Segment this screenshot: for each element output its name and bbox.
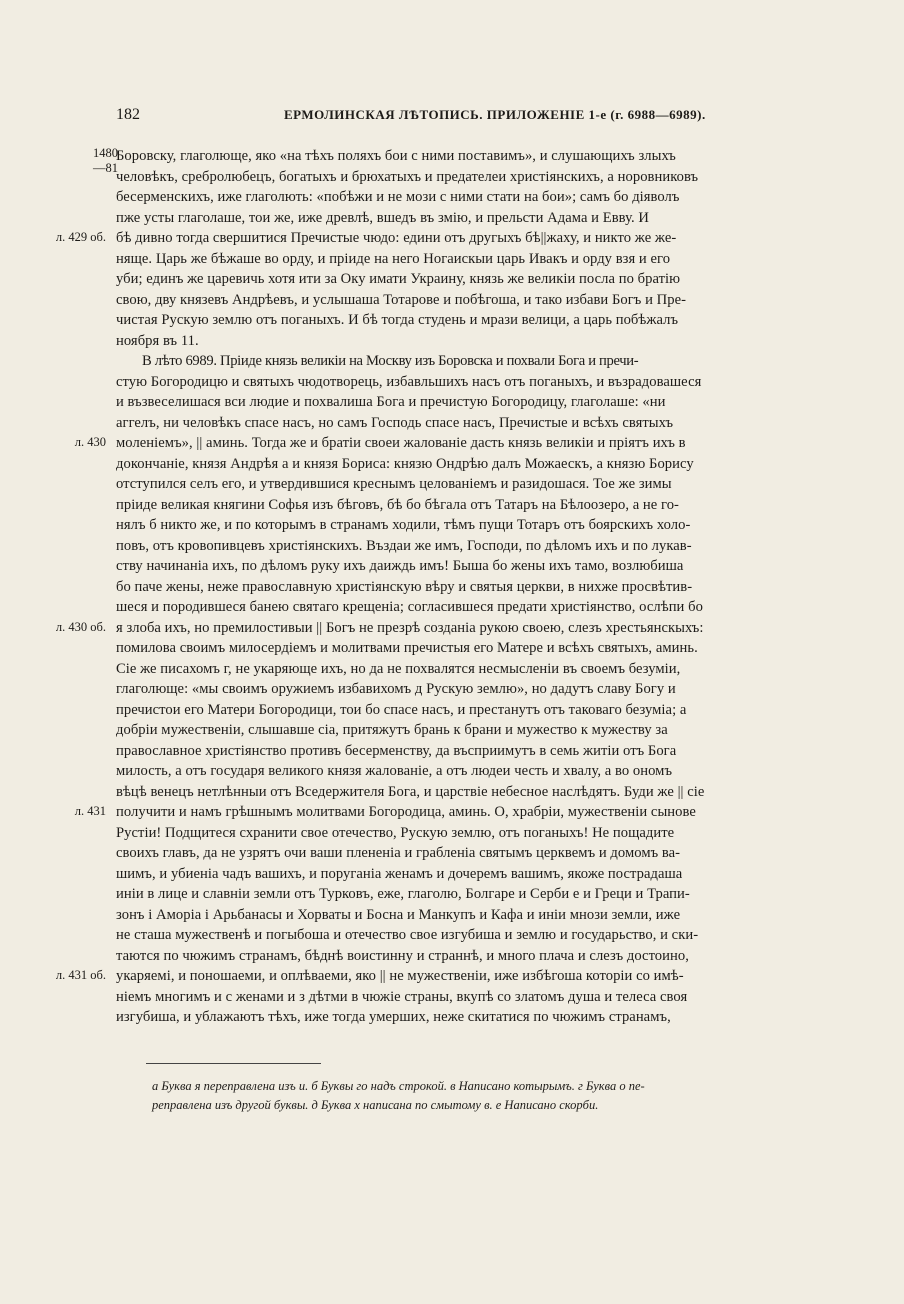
body-line: аггелъ, ни человѣкъ спасе насъ, но самъ Господь спасе насъ, Пречистые и всѣхъ святыхъ [116, 414, 674, 431]
body-line: пже усты глаголаше, тои же, иже древлѣ, вшедъ въ змію, и прельсти Адама и Евву. И [116, 209, 649, 226]
body-line: вѣцѣ венецъ нетлѣнныи отъ Вседержителя Бога, и царствіе небесное наслѣдятъ. Буди же || сіе [116, 783, 705, 800]
page-number: 182 [116, 106, 140, 123]
body-line: пречистои его Матери Богородици, тои бо спасе насъ, и престанутъ отъ таковаго безуміа; а [116, 701, 687, 718]
body-line: пріиде великая княгини Софья изъ бѣговъ, бѣ бо бѣгала отъ Татаръ на Бѣлоозеро, а не го- [116, 496, 679, 513]
body-line: уби; единъ же царевичь хотя ити за Оку имати Украину, князь же великіи посла по братію [116, 271, 681, 287]
body-line: моленіемъ», || аминь. Тогда же и братіи своеи жалованіе дасть князь великіи и пріятъ ихъ в [116, 435, 686, 451]
body-line: бесерменскихъ, иже глаголють: «побѣжи и не мози с ними стати на бои»; самъ бо діяволъ [116, 189, 680, 205]
body-line: бѣ дивно тогда свершитися Пречистые чюдо: едини отъ другыхъ бѣ||жаху, и никто же же- [116, 230, 677, 246]
body-line: зонъ і Аморіа і Арьбанасы и Хорваты и Босна и Манкупъ и Кафа и иніи мнози земли, иже [116, 906, 681, 923]
body-line: Рустіи! Подщитеся схранити свое отечество, Рускую землю, отъ поганыхъ! Не пощадите [116, 824, 675, 841]
year-margin-line-2: —81 [93, 161, 118, 175]
body-line: глаголюще: «мы своимъ оружиемъ избавихомъ д Рускую землю», но дадутъ славу Богу и [116, 681, 676, 697]
body-line: повъ, отъ кровопивцевъ христіянскихъ. Въздаи же имъ, Господи, по дѣломъ ихъ и по лукав- [116, 537, 692, 554]
year-margin-line-1: 1480 [93, 146, 118, 160]
footnote-line-2: реправлена изъ другой буквы. д Буква х написана по смытому в. е Написано скорби. [152, 1098, 599, 1112]
body-line: получити и намъ грѣшнымъ молитвами Богородица, аминь. О, храбріи, мужественіи сынове [116, 804, 696, 820]
body-line: бо паче жены, неже православную христіянскую вѣру и святыя церкви, в нихже просвѣтив- [116, 578, 693, 595]
body-line: своихъ главъ, да не узрятъ очи ваши плененіа и грабленіа святымъ церквемъ и домомъ ва- [116, 845, 681, 861]
body-line: нялъ б никто же, и по которымъ в странамъ ходили, тѣмъ пущи Тотаръ отъ боярскихъ холо- [116, 517, 691, 533]
body-line: человѣкъ, сребролюбецъ, богатыхъ и брюхатыхъ и предателеи христіянскихъ, а норовниковъ [116, 168, 699, 185]
body-line: не сташа мужественѣ и погыбоша и отечество свое изгубиша и землю и государьство, и ски- [116, 927, 699, 943]
body-line: православное христіянство противъ бесерменству, да въсприимутъ в семь житіи отъ Бога [116, 742, 677, 759]
body-line: таются по чюжимъ странамъ, бѣднѣ воистинну и страннѣ, и много плача и слезъ достоино, [116, 947, 689, 964]
body-line: Боровску, глаголюще, яко «на тѣхъ поляхъ бои с ними поставимъ», и слушающихъ злыхъ [116, 148, 676, 164]
folio-note: л. 430 об. [55, 619, 106, 634]
body-line: ноября въ 11. [116, 332, 199, 349]
folio-note: л. 430 [74, 435, 106, 449]
body-line: докончаніе, князя Андрѣя а и князя Бориса: князю Ондрѣю далъ Можаескъ, а князю Борису [116, 455, 694, 472]
footnote-rule [146, 1063, 321, 1064]
folio-margin-notes [0, 0, 116, 1304]
page-header [116, 106, 832, 132]
body-line: стую Богородицю и святыхъ чюдотворець, избавльшихъ насъ отъ поганыхъ, и възрадовашеся [116, 373, 702, 390]
body-line: помилова своимъ милосердіемъ и молитвами пречистыя его Матере и всѣхъ святыхъ, аминь. [116, 640, 698, 656]
body-line: шеся и породившеся банею святаго крещеніа; согласившеся предати христіянство, ослѣпи бо [116, 599, 703, 615]
body-line: добріи мужественіи, слышавше сіа, притяжутъ брань к брани и мужество к мужеству за [116, 722, 668, 738]
body-line: укаряемі, и поношаеми, и оплѣваеми, яко || не мужественіи, иже избѣгоша которіи со имѣ- [116, 968, 684, 984]
folio-note: л. 431 об. [55, 968, 106, 982]
body-line: изгубиша, и ублажаютъ тѣхъ, иже тогда умерших, неже скитатися по чюжимъ странамъ, [116, 1009, 671, 1025]
folio-note: л. 429 об. [55, 230, 106, 244]
body-line: шимъ, и убиеніа чадъ вашихъ, и поруганіа женамъ и дочеремъ вашимъ, якоже пострадаша [116, 865, 683, 882]
body-line: и възвеселишася вси людие и похвалиша Бога и пречистую Богородицу, глаголаше: «ни [116, 394, 666, 410]
body-line: милость, а отъ государя великого князя жалованіе, а отъ людеи честь и хвалу, а во ономъ [116, 763, 673, 779]
body-line: ству начинаніа ихъ, по дѣломъ руку ихъ даиждь имъ! Быша бо жены ихъ тамо, возлюбиша [116, 558, 684, 574]
body-line: иніи в лице и славніи земли отъ Турковъ, еже, глаголю, Болгаре и Серби е и Греци и Трапи- [116, 886, 690, 902]
body-line: В лѣто 6989. Пріиде князь великіи на Москву изъ Боровска и похвали Бога и пречи- [142, 353, 639, 369]
footnote-line-1: а Буква я переправлена изъ и. б Буквы го надъ строкой. в Написано котырымъ. г Буква о пе- [152, 1079, 645, 1093]
body-line: свою, дву князевъ Андрѣевъ, и услышаша Тотарове и побѣгоша, и тако избави Богъ и Пре- [116, 291, 687, 308]
body-line: отступился селъ его, и утвердившися креснымъ целованіемъ и разидошася. Тое же зимы [116, 476, 672, 492]
footnotes [152, 1077, 832, 1115]
body-line: Сіе же писахомъ г, не укаряюще ихъ, но да не похвалятся несмысленіи въ своемъ безуміи, [116, 660, 681, 677]
body-line: чистая Рускую землю отъ поганыхъ. И бѣ тогда студень и мрази велици, а царь побѣжалъ [116, 312, 679, 328]
folio-note: л. 431 [74, 804, 106, 818]
body-line: ніемъ многимъ и с женами и з дѣтми в чюжіе страны, вкупѣ со златомъ душа и телеса своя [116, 988, 688, 1005]
running-head: ЕРМОЛИНСКАЯ ЛѢТОПИСЬ. ПРИЛОЖЕНІЕ 1-е (г. 6988—6989). [284, 107, 706, 122]
body-text [116, 146, 832, 1028]
body-line: я злоба ихъ, но премилостивыи || Богъ не презрѣ созданіа рукою своею, слезъ хрестьянскыхъ: [116, 619, 704, 636]
body-line: няще. Царь же бѣжаше во орду, и пріиде на него Ногаискыи царь Ивакъ и орду взя и его [116, 250, 671, 267]
